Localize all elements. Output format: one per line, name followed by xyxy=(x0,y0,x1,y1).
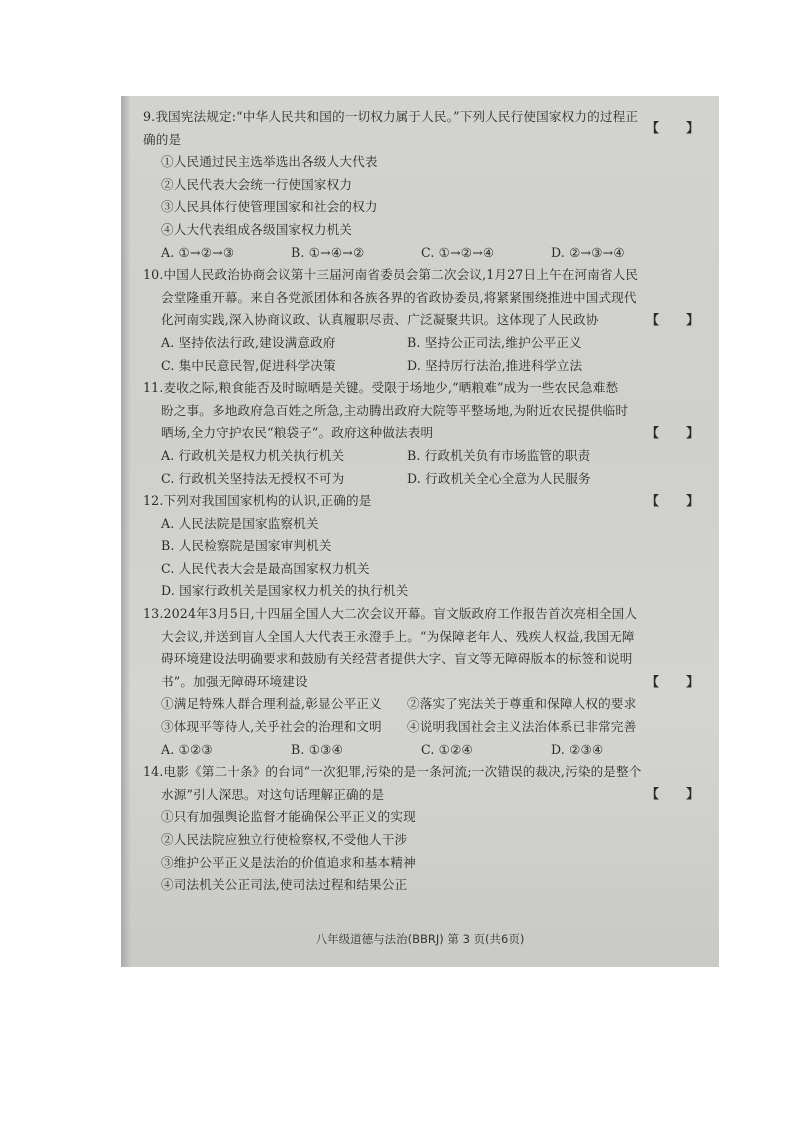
question-10 xyxy=(143,264,699,377)
statement-item: ②人民代表大会统一行使国家权力 xyxy=(161,176,353,192)
exam-page xyxy=(143,106,699,897)
statement-row xyxy=(143,693,699,716)
option-a: A. ①②③ xyxy=(161,741,213,757)
option-c: C. 人民代表大会是最高国家权力机关 xyxy=(161,560,370,576)
statement-item: ④说明我国社会主义法治体系已非常完善 xyxy=(407,719,637,735)
option-row xyxy=(143,445,699,468)
option-d: D. ②③④ xyxy=(551,741,604,757)
question-13 xyxy=(143,603,699,761)
question-text: 14.电影《第二十条》的台词“一次犯罪,污染的是一条河流;一次错误的裁决,污染的是整个 xyxy=(143,764,642,780)
page-footer: 八年级道德与法治(BBRJ) 第 3 页(共6页) xyxy=(315,932,525,946)
option-row xyxy=(143,355,699,378)
question-text: 大会议,并送到盲人全国人大代表王永澄手上。“为保障老年人、残疾人权益,我国无障 xyxy=(161,628,635,644)
option-c: C. 集中民意民智,促进科学决策 xyxy=(161,357,336,373)
option-a: A. 行政机关是权力机关执行机关 xyxy=(161,447,345,463)
option-row xyxy=(143,739,699,762)
question-text: 会堂隆重开幕。来自各党派团体和各族各界的省政协委员,将紧紧围绕推进中国式现代 xyxy=(161,289,637,305)
option-c: C. ①②④ xyxy=(421,741,473,757)
option-c: C. ①→②→④ xyxy=(421,244,495,260)
option-a: A. 人民法院是国家监察机关 xyxy=(161,515,319,531)
statement-item: ①人民通过民主选举选出各级人大代表 xyxy=(161,154,378,170)
statement-item: ④人大代表组成各级国家权力机关 xyxy=(161,221,353,237)
question-text: 13.2024年3月5日,十四届全国人大二次会议开幕。盲文版政府工作报告首次亮相全国人 xyxy=(143,606,638,622)
statement-item: ①满足特殊人群合理利益,彰显公平正义 xyxy=(161,696,382,712)
question-text: 11.麦收之际,粮食能否及时晾晒是关键。受限于场地少,“晒粮难”成为一些农民急难愁 xyxy=(143,380,619,396)
statement-item: ③体现平等待人,关乎社会的治理和文明 xyxy=(161,719,382,735)
statement-item: ③维护公平正义是法治的价值追求和基本精神 xyxy=(161,854,416,870)
question-text: 10.中国人民政治协商会议第十三届河南省委员会第二次会议,1月27日上午在河南省人民 xyxy=(143,267,639,283)
option-b: B. 坚持公正司法,维护公平正义 xyxy=(407,334,582,350)
option-d: D. 国家行政机关是国家权力机关的执行机关 xyxy=(161,583,409,599)
answer-bracket: 【 】 xyxy=(646,312,699,328)
question-14 xyxy=(143,761,699,897)
question-text xyxy=(143,129,699,152)
question-text: 9.我国宪法规定:“中华人民共和国的一切权力属于人民。”下列人民行使国家权力的过程正 xyxy=(143,109,639,124)
question-12 xyxy=(143,490,699,603)
statement-item: ①只有加强舆论监督才能确保公平正义的实现 xyxy=(161,809,416,825)
option-b: B. 行政机关负有市场监管的职责 xyxy=(407,447,591,463)
question-text: 晒场,全力守护农民“粮袋子”。政府这种做法表明 xyxy=(161,425,434,441)
question-11 xyxy=(143,377,699,490)
option-d: D. ②→③→④ xyxy=(551,244,625,260)
question-9 xyxy=(143,106,699,264)
option-d: D. 坚持厉行法治,推进科学立法 xyxy=(407,357,583,373)
option-b: B. ①→④→② xyxy=(291,244,365,260)
question-text: 化河南实践,深入协商议政、认真履职尽责、广泛凝聚共识。这体现了人民政协 xyxy=(161,312,599,328)
scanned-photo xyxy=(121,96,719,967)
option-a: A. ①→②→③ xyxy=(161,244,235,260)
option-row xyxy=(143,332,699,355)
statement-item: ②落实了宪法关于尊重和保障人权的要求 xyxy=(407,696,637,712)
statement-item: ④司法机关公正司法,使司法过程和结果公正 xyxy=(161,877,408,893)
answer-bracket: 【 】 xyxy=(646,120,699,135)
answer-bracket: 【 】 xyxy=(646,425,699,441)
answer-bracket: 【 】 xyxy=(646,493,699,509)
option-b: B. ①③④ xyxy=(291,741,344,757)
answer-bracket: 【 】 xyxy=(646,674,699,690)
option-row xyxy=(143,242,699,265)
question-text: 水源”引人深思。对这句话理解正确的是 xyxy=(161,786,385,802)
question-text: 书”。加强无障碍环境建设 xyxy=(161,673,308,689)
option-d: D. 行政机关全心全意为人民服务 xyxy=(407,470,591,486)
option-a: A. 坚持依法行政,建设满意政府 xyxy=(161,334,336,350)
option-row xyxy=(143,468,699,491)
question-text: 盼之事。多地政府急百姓之所急,主动腾出政府大院等平整场地,为附近农民提供临时 xyxy=(161,402,629,418)
statement-item: ③人民具体行使管理国家和社会的权力 xyxy=(161,199,378,215)
answer-bracket: 【 】 xyxy=(646,786,699,802)
option-b: B. 人民检察院是国家审判机关 xyxy=(161,538,332,554)
statement-row xyxy=(143,716,699,739)
question-text: 碍环境建设法明确要求和鼓励有关经营者提供大字、盲文等无障碍版本的标签和说明 xyxy=(161,651,633,667)
option-c: C. 行政机关坚持法无授权不可为 xyxy=(161,470,345,486)
question-text: 12.下列对我国国家机构的认识,正确的是 xyxy=(143,493,372,509)
statement-item: ②人民法院应独立行使检察权,不受他人干涉 xyxy=(161,832,408,847)
question-text-end: 确的是 xyxy=(143,131,182,147)
